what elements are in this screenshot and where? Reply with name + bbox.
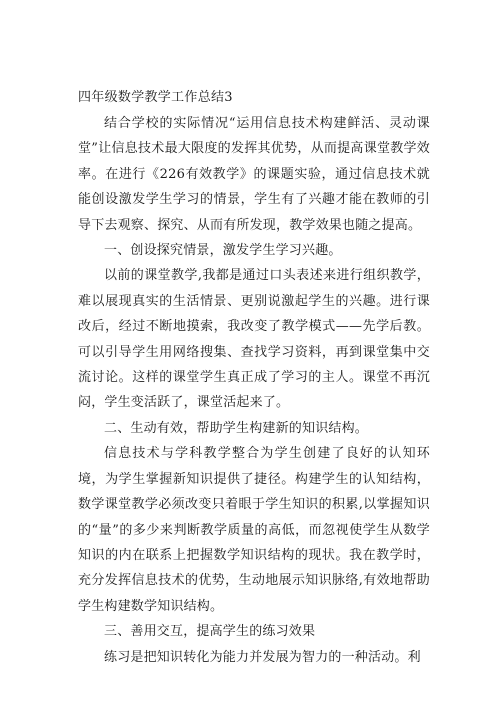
section-body-2: 信息技术与学科教学整合为学生创建了良好的认知环境，为学生掌握新知识提供了捷径。构建学生的认知结构，数学课堂教学必须改变只着眼于学生知识的积累,以掌握知识的“量”的多少来判断教学质量的高低，而忽视使学生从数学知识的内在联系上把握数学知识结构的现状。我在教学时，充分发挥信息技术的优势，生动地展示知识脉络,有效地帮助学生构建数学知识结构。 (78, 446, 430, 614)
section-heading-2: 二、生动有效，帮助学生构建新的知识结构。 (104, 420, 369, 436)
document-page (78, 88, 430, 670)
section-heading-3: 三、善用交互，提高学生的练习效果 (104, 624, 316, 640)
section-body-3: 练习是把知识转化为能力并发展为智力的一种活动。利 (104, 649, 421, 665)
intro-paragraph: 结合学校的实际情况“运用信息技术构建鲜活、灵动课堂”让信息技术最大限度的发挥其优势，从而提高课堂教学效率。在进行《226有效教学》的课题实验，通过信息技术就能创设激发学生学习的情景，学生有了兴趣才能在教师的引导下去观察、探究、从而有所发现，教学效果也随之提高。 (78, 116, 430, 233)
section-heading-1: 一、创设探究情景，激发学生学习兴趣。 (104, 243, 342, 259)
document-title: 四年级数学教学工作总结3 (78, 90, 233, 105)
section-body-1: 以前的课堂教学,我都是通过口头表述来进行组织教学，难以展现真实的生活情景、更别说激起学生的兴趣。进行课改后，经过不断地摸索，我改变了教学模式——先学后教。可以引导学生用网络搜集、查找学习资料，再到课堂集中交流讨论。这样的课堂学生真正成了学习的主人。课堂不再沉闷，学生变活跃了，课堂活起来了。 (78, 268, 430, 411)
